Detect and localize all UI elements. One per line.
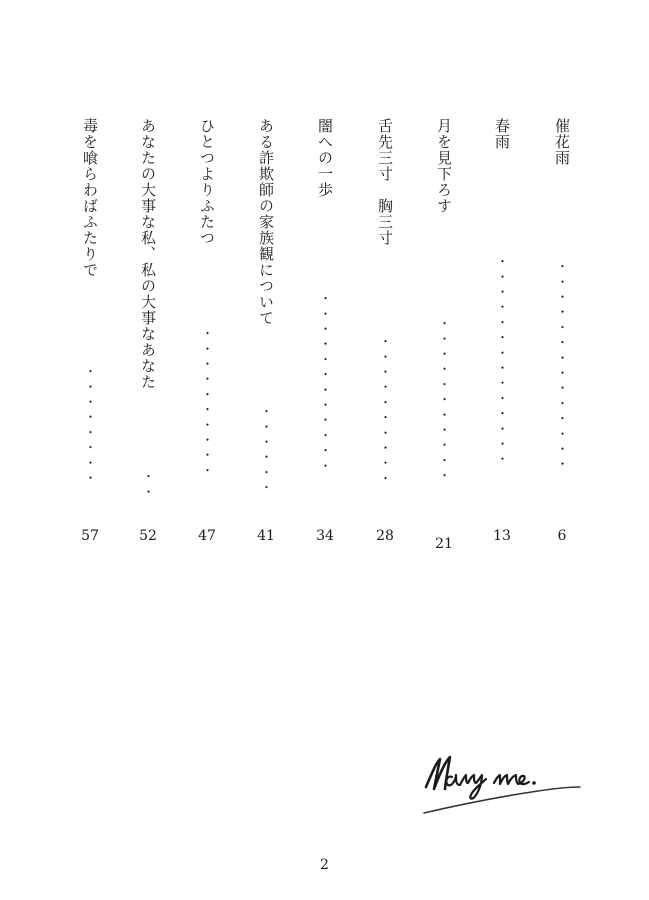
toc-title: 月を見下ろす: [435, 118, 453, 214]
toc-title: ある詐欺師の家族観について: [257, 118, 275, 326]
toc-page-number: 57: [81, 528, 99, 544]
toc-leader-dots: ・・・・・・・・・・・・・・: [495, 254, 509, 468]
toc-title: あなたの大事な私、私の大事なあなた: [139, 118, 157, 390]
toc-page-number: 52: [139, 528, 157, 544]
toc-leader-dots: ・・・・・・・・・・・: [437, 317, 451, 485]
toc-title: 催花雨: [553, 118, 571, 166]
toc-page-number: 21: [435, 536, 453, 552]
toc-title: ひとつよりふたつ: [198, 118, 216, 246]
toc-entry-4[interactable]: [373, 118, 397, 558]
toc-leader-dots: ・・・・・・・・・・・・・・: [555, 259, 569, 473]
toc-entry-3[interactable]: [432, 118, 456, 558]
toc-entry-7[interactable]: [195, 118, 219, 558]
toc-leader-dots: ・・・・・・: [259, 405, 273, 497]
toc-page-number: 13: [493, 528, 511, 544]
toc-entry-1[interactable]: [550, 118, 574, 558]
toc-title: 舌先三寸 胸三寸: [376, 118, 394, 246]
page-number: 2: [320, 857, 329, 873]
toc-page-number: 47: [198, 528, 216, 544]
toc-leader-dots: ・・・・・・・・・・: [200, 327, 214, 479]
toc-title: 春雨: [493, 118, 511, 150]
toc-page-number: 28: [376, 528, 394, 544]
toc-title: 闇への一歩: [316, 118, 334, 198]
toc-entry-5[interactable]: [313, 118, 337, 558]
toc-entry-8[interactable]: [136, 118, 160, 558]
toc-title: 毒を喰らわばふたりで: [81, 118, 99, 278]
toc-entry-6[interactable]: [254, 118, 278, 558]
toc-leader-dots: ・・: [141, 469, 155, 501]
toc-entry-2[interactable]: [490, 118, 514, 558]
toc-page-number: 41: [257, 528, 275, 544]
toc-leader-dots: ・・・・・・・・・・: [378, 335, 392, 487]
toc-page-number: 6: [557, 528, 567, 544]
signature-logo: [418, 745, 598, 825]
toc-entry-9[interactable]: [78, 118, 102, 558]
toc-leader-dots: ・・・・・・・・: [83, 365, 97, 487]
toc-leader-dots: ・・・・・・・・・・・・: [318, 291, 332, 475]
toc-page-number: 34: [316, 528, 334, 544]
